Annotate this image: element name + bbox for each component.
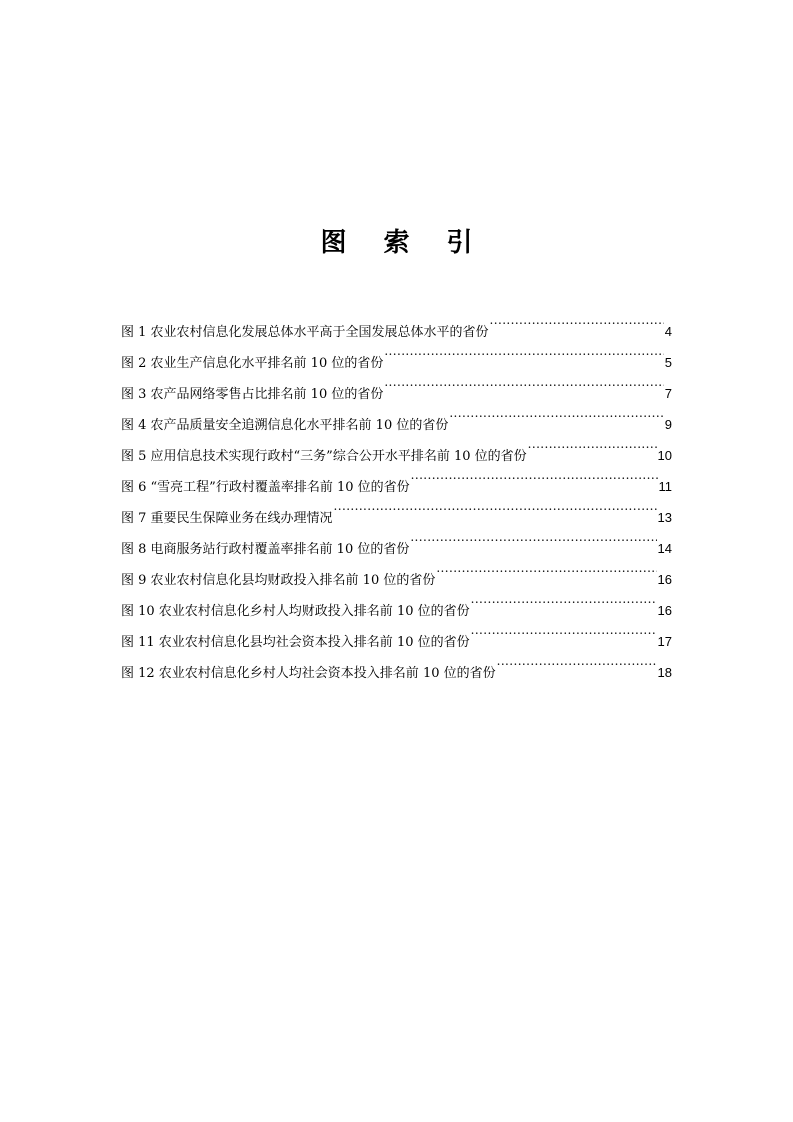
toc-entry[interactable] [121,305,672,340]
toc-entry-label: 图 10 农业农村信息化乡村人均财政投入排名前 10 位的省份 [121,604,470,619]
toc-entry-page: 13 [657,510,672,525]
toc-entry-label: 图 2 农业生产信息化水平排名前 10 位的省份 [121,356,384,371]
toc-entry-leader [528,429,657,460]
toc-entry-leader [384,336,663,367]
toc-entry-page: 16 [657,603,672,618]
toc-entry-leader [410,522,656,553]
toc-entry-label: 图 4 农产品质量安全追溯信息化水平排名前 10 位的省份 [121,418,449,433]
toc-entry-leader [334,491,657,522]
toc-entry-leader [471,584,657,615]
toc-entry-leader [471,615,657,646]
toc-entry-page: 11 [658,479,672,494]
page-title: 图 索 引 [320,228,487,258]
toc-entry-leader [449,398,663,429]
toc-entry-leader [411,460,658,491]
figure-index-list [121,305,672,681]
toc-entry-label: 图 5 应用信息技术实现行政村“三务”综合公开水平排名前 10 位的省份 [121,449,527,464]
toc-entry-page: 14 [657,541,672,556]
toc-entry-page: 7 [664,386,672,401]
toc-entry-leader [490,305,664,336]
toc-entry-page: 16 [657,572,672,587]
toc-entry-page: 17 [657,634,672,649]
toc-entry-page: 18 [657,665,672,680]
toc-entry-leader [436,553,656,584]
toc-entry-leader [384,367,663,398]
toc-entry-page: 10 [657,448,672,463]
toc-entry-leader [497,646,657,677]
toc-entry-label: 图 6 “雪亮工程”行政村覆盖率排名前 10 位的省份 [121,480,410,495]
toc-entry-page: 5 [664,355,672,370]
toc-entry-label: 图 1 农业农村信息化发展总体水平高于全国发展总体水平的省份 [121,325,489,340]
toc-entry-label: 图 9 农业农村信息化县均财政投入排名前 10 位的省份 [121,573,436,588]
toc-entry-label: 图 7 重要民生保障业务在线办理情况 [121,511,333,526]
toc-entry-page: 9 [664,417,672,432]
toc-entry-label: 图 3 农产品网络零售占比排名前 10 位的省份 [121,387,384,402]
toc-entry-page: 4 [664,324,672,339]
toc-entry-label: 图 8 电商服务站行政村覆盖率排名前 10 位的省份 [121,542,410,557]
toc-entry-label: 图 11 农业农村信息化县均社会资本投入排名前 10 位的省份 [121,635,470,650]
toc-entry-label: 图 12 农业农村信息化乡村人均社会资本投入排名前 10 位的省份 [121,666,496,681]
